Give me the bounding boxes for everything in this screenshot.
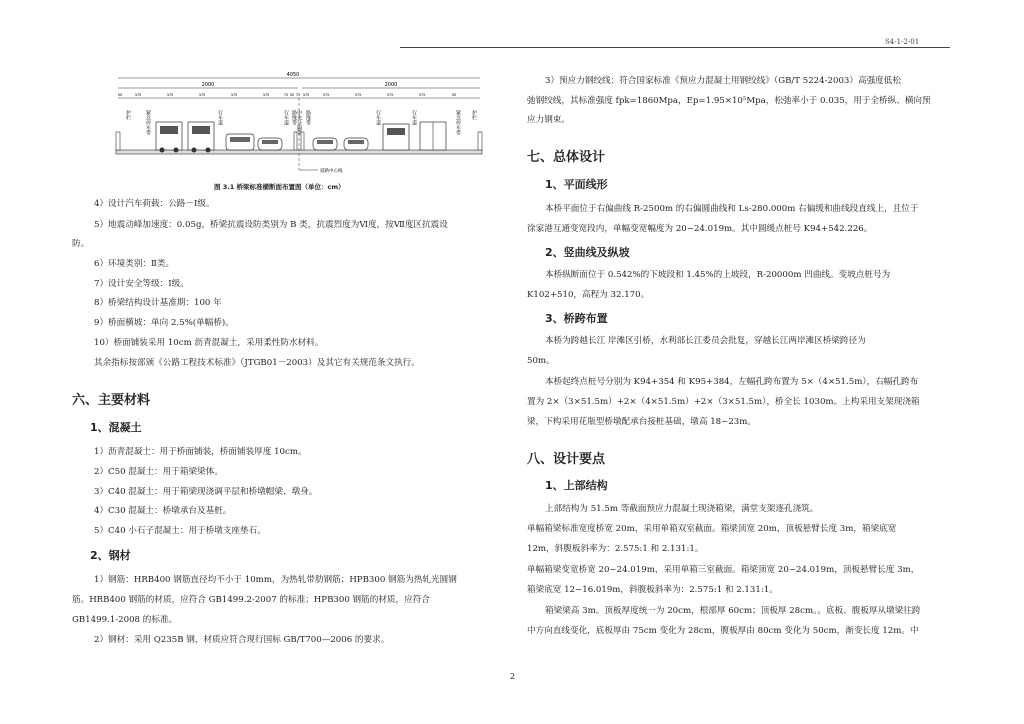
span-text-2: 50m。 — [527, 356, 555, 366]
dim-segment: 375 — [386, 93, 394, 97]
vehicle-bus — [226, 134, 254, 150]
lane-label-right: 行车道 — [375, 110, 381, 125]
item-design-period: 8）桥梁结构设计基准期：100 年 — [94, 298, 222, 308]
lane-label-left: 行车道 — [217, 110, 223, 125]
vehicle-truck-1 — [156, 122, 182, 153]
dim-segment: 375 — [166, 93, 174, 97]
lane-label-left: 行车道 — [283, 110, 289, 125]
plan-text-1: 本桥平面位于右偏曲线 R-2500m 的右偏圆曲线和 Ls-280.000m 右偏缓和曲线段直线上，且位于 — [545, 204, 919, 214]
vehicle-truck-3 — [383, 124, 409, 150]
lane-label-left: 紧急停车带 — [145, 110, 151, 135]
header-rule — [400, 47, 950, 48]
steel-item-1a: 1）钢筋：HRB400 钢筋直径均不小于 10mm，为热轧带肋钢筋；HPB300 钢筋为热轧光圆钢 — [94, 575, 457, 585]
vertical-text-2: K102+510，高程为 32.170。 — [527, 290, 650, 300]
dim-segment: 375 — [418, 93, 426, 97]
span-title: 3、桥跨布置 — [545, 312, 608, 325]
concrete-item-2: 2）C50 混凝土：用于箱梁梁体。 — [94, 467, 223, 477]
center-line-label: 道路中心线 — [320, 169, 343, 174]
super-text-3: 12m，斜腹板斜率为：2.575:1 和 2.131:1。 — [527, 544, 704, 554]
vehicle-truck-2 — [188, 122, 214, 153]
super-title: 1、上部结构 — [545, 479, 608, 492]
vertical-title: 2、竖曲线及纵坡 — [545, 246, 630, 259]
super-text-2: 单幅箱梁标准宽度桥宽 20m，采用单箱双室截面。箱梁顶宽 20m，顶板悬臂长度 3m，箱梁底宽 — [527, 524, 897, 534]
item-pavement: 10）桥面铺装采用 10cm 沥青混凝土，采用柔性防水材料。 — [94, 338, 324, 348]
dim-segment: 50 — [289, 93, 295, 97]
prestress-line-2: 弛钢绞线，其标准强度 fpk=1860Mpa，Ep=1.95×10⁵Mpa，松弛率小于 0.035，用于全桥纵、横向预 — [527, 96, 931, 106]
cross-section-figure — [108, 70, 488, 180]
super-text-7: 中方向直线变化，底板厚由 75cm 变化为 28cm，腹板厚由 80cm 变化为 50cm，渐变长度 12m。中 — [527, 626, 919, 636]
plan-title: 1、平面线形 — [545, 178, 608, 191]
vertical-text-1: 本桥纵断面位于 0.542%的下坡段和 1.45%的上坡段，R-20000m 凹曲线。变坡点桩号为 — [545, 270, 891, 280]
span-text-3: 本桥起终点桩号分别为 K94+354 和 K95+384，左幅孔跨布置为 5×（4×51.5m），右幅孔跨布 — [545, 377, 919, 387]
concrete-item-5: 5）C40 小石子混凝土：用于桥墩支座垫石。 — [94, 526, 266, 536]
item-environment: 6）环境类别：Ⅱ类。 — [94, 259, 175, 269]
dim-segment: 375 — [302, 93, 310, 97]
lane-label-right: 紧急停车带 — [455, 110, 461, 135]
item-cross-slope: 9）桥面横坡：单向 2.5%(单幅桥)。 — [94, 318, 234, 328]
super-text-5: 箱梁底宽 12~16.019m，斜腹板斜率为：2.575:1 和 2.131:1。 — [527, 585, 778, 595]
super-text-1: 上部结构为 51.5m 等截面预应力混凝土现浇箱梁，满堂支架逐孔浇筑。 — [545, 504, 819, 514]
steel-item-1c: GB1499.1-2008 的标准。 — [72, 615, 178, 625]
dim-segment: 50 — [117, 93, 123, 97]
lane-label-right: 行车道 — [411, 110, 417, 125]
dim-segment-group — [118, 93, 457, 97]
prestress-line-3: 应力钢束。 — [527, 115, 570, 125]
steel-item-1b: 筋。HRB400 钢筋的材质，应符合 GB1499.2-2007 的标准；HPB300 钢筋的材质，应符合 — [72, 595, 430, 605]
concrete-title: 1、混凝土 — [90, 421, 142, 434]
span-text-4: 置为 2×（3×51.5m）+2×（4×51.5m）+2×（3×51.5m），桥全长 1030m。上构采用支架现浇箱 — [527, 397, 920, 407]
lane-label-center: 中央分隔带 — [296, 110, 302, 135]
span-text-1: 本桥为跨越长江 岸滩区引桥，水利部长江委员会批复，穿越长江两岸滩区桥梁跨径为 — [545, 336, 866, 346]
dim-segment: 75 — [283, 93, 289, 97]
dim-segment: 50 — [451, 93, 457, 97]
steel-title: 2、钢材 — [90, 549, 131, 562]
section6-title: 六、主要材料 — [72, 393, 151, 408]
dim-segment: 375 — [354, 93, 362, 97]
vehicle-car-2 — [313, 138, 337, 150]
section8-title: 八、设计要点 — [527, 452, 606, 467]
dim-total: 4050 — [286, 72, 300, 78]
prestress-line-1: 3）预应力钢绞线：符合国家标准《预应力混凝土用钢绞线》（GB/T 5224-2003）高强度低松 — [545, 76, 901, 86]
dim-segment: 75 — [295, 93, 301, 97]
dim-segment: 375 — [198, 93, 206, 97]
steel-item-2: 2）钢材：采用 Q235B 钢，材质应符合现行国标 GB/T700—2006 的要求。 — [94, 635, 390, 645]
item-vehicle-load: 4）设计汽车荷载：公路－Ⅰ级。 — [94, 199, 215, 209]
dim-half-left: 2000 — [201, 82, 215, 88]
doc-number: S4-1-2-01 — [885, 38, 920, 46]
plan-text-2: 徐家港互通变宽段内，单幅变宽幅度为 20~24.019m。其中圆缓点桩号 K94+542.226。 — [527, 224, 873, 234]
page-number: 2 — [510, 672, 516, 681]
dim-segment: 375 — [230, 93, 238, 97]
concrete-item-1: 1）沥青混凝土：用于桥面铺装，桥面铺装厚度 10cm。 — [94, 447, 307, 457]
dim-segment: 375 — [262, 93, 270, 97]
span-text-5: 梁，下构采用花瓶型桥墩配承台接桩基础，墩高 18~23m。 — [527, 417, 757, 427]
concrete-item-4: 4）C30 混凝土：桥墩承台及基桩。 — [94, 506, 232, 516]
vehicle-truck-4 — [420, 122, 446, 150]
lane-label-left: 护栏 — [125, 110, 131, 120]
section7-title: 七、总体设计 — [527, 150, 606, 165]
dim-half-right: 2000 — [384, 82, 398, 88]
lane-label-right: 护栏 — [471, 110, 477, 120]
concrete-item-3: 3）C40 混凝土：用于箱梁现浇调平层和桥墩帽梁、墩身。 — [94, 487, 318, 497]
figure-caption: 图 3.1 桥梁标准横断面布置图（单位：cm） — [214, 183, 345, 191]
dim-segment: 375 — [134, 93, 142, 97]
dim-segment: 375 — [322, 93, 330, 97]
item-safety-level: 7）设计安全等级：Ⅰ级。 — [94, 279, 189, 289]
vehicle-car-3 — [344, 138, 368, 150]
item-seismic-1: 5）地震动峰加速度：0.05g，桥梁抗震设防类别为 B 类，抗震烈度为Ⅵ度，按Ⅶ度区抗震设 — [94, 220, 448, 230]
item-other: 其余指标按部颁《公路工程技术标准》（JTGB01－2003）及其它有关规范条文执行。 — [94, 358, 420, 368]
vehicle-car-1 — [258, 138, 282, 150]
item-seismic-2: 防。 — [72, 239, 90, 249]
super-text-6: 箱梁梁高 3m。顶板厚度统一为 20cm，根部厚 60cm；顶板厚 28cm。。底板、腹板厚从墩梁往跨 — [545, 606, 921, 616]
super-text-4: 单幅箱梁变宽桥宽 20~24.019m，采用单箱三室截面。箱梁顶宽 20~24.019m，顶板悬臂长度 3m， — [527, 565, 920, 575]
lane-label-left: 路缘带 — [291, 110, 297, 125]
lane-label-right: 路缘带 — [305, 110, 311, 125]
